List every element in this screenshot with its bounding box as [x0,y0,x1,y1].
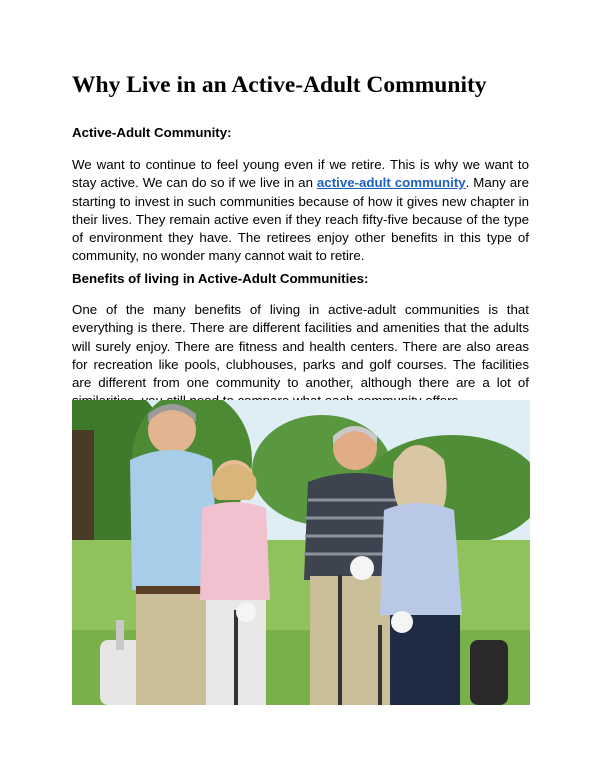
golf-bag-right [470,640,508,705]
golf-glove [391,611,413,633]
section-heading-active-adult-community: Active-Adult Community: [72,125,232,140]
person-hair [393,445,447,510]
person-lavender-shirt [380,503,462,615]
paragraph-text-before-link: We want to continue to feel young even if we retire. This is why we want to stay active. We can do so if we live in an [72,157,529,191]
page-title: Why Live in an Active-Adult Community [72,72,487,98]
golf-club-shaft [234,610,238,705]
golf-glove [350,556,374,580]
golf-glove [236,602,256,622]
golfers-illustration [72,400,530,705]
section-paragraph-benefits: One of the many benefits of living in active-adult communities is that everything is there. There are different facilities and amenities that the adults will surely enjoy. There are fitness and health centers. There are also areas for recreation like pools, clubhouses, parks and golf courses. The facilities are different from one community to another, although there are a lot of [72,302,529,391]
golf-club-shaft [378,625,382,705]
section-paragraph-active-adult-community [72,156,529,266]
person-khaki-pants [136,590,216,705]
golf-club-shaft [338,575,342,705]
golfers-photo [72,400,530,705]
active-adult-community-link[interactable]: active-adult community [316,175,466,191]
person-pink-shirt [200,502,270,600]
paragraph-text-after-link: . Many are starting to invest in such communities because of how it gives new chapter in their lives. They remain active even if they reach fifty-five because of the type of environment they have. The retirees enjoy other benefits in this type of community, no wonder many cannot wait to retire. [72,175,529,264]
golf-club-head [116,620,124,650]
section-heading-benefits: Benefits of living in Active-Adult Communities: [72,271,369,286]
